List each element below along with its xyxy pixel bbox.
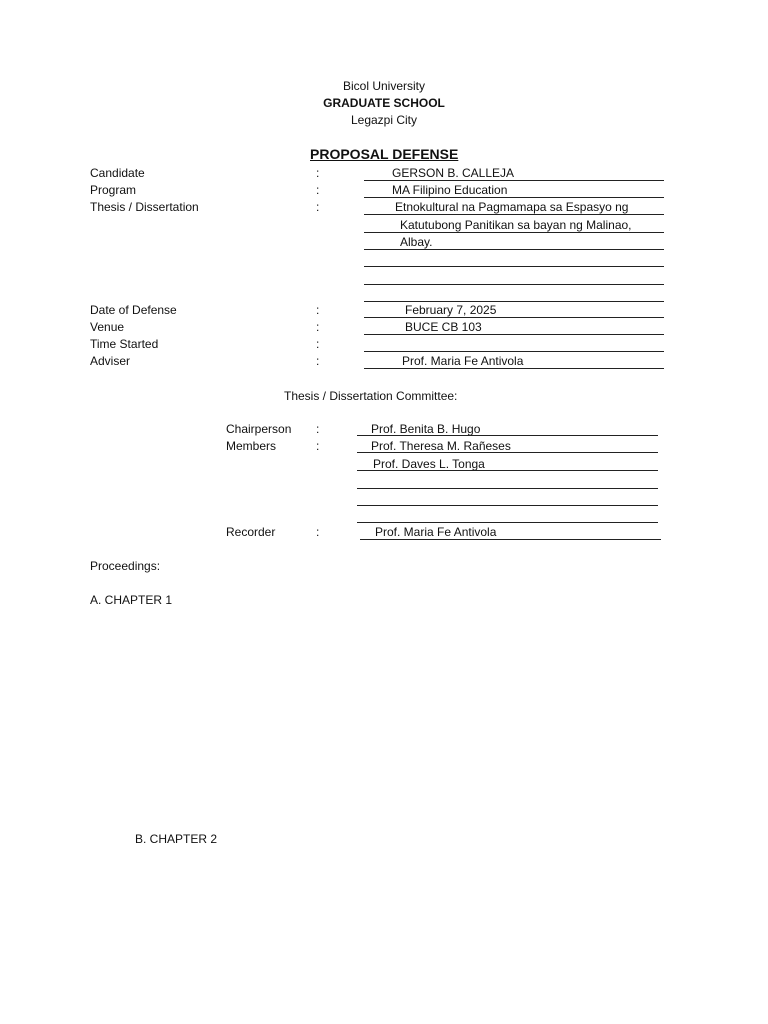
- time-started-label: Time Started: [90, 337, 159, 351]
- committee-heading: Thesis / Dissertation Committee:: [284, 389, 458, 403]
- chapter-2-heading: B. CHAPTER 2: [135, 832, 218, 846]
- program-value: MA Filipino Education: [392, 183, 508, 197]
- member-1-underline: [357, 452, 658, 453]
- chapter-1-heading: A. CHAPTER 1: [90, 593, 173, 607]
- thesis-underline-3: [364, 249, 664, 250]
- candidate-underline: [364, 180, 664, 181]
- thesis-colon: :: [316, 200, 320, 214]
- member-3-underline: [357, 488, 658, 489]
- recorder-label: Recorder: [226, 525, 276, 539]
- member-1-value: Prof. Theresa M. Rañeses: [371, 439, 511, 453]
- member-2-value: Prof. Daves L. Tonga: [373, 457, 485, 471]
- thesis-line-1: Etnokultural na Pagmamapa sa Espasyo ng: [395, 200, 629, 214]
- program-underline: [364, 197, 664, 198]
- member-5-underline: [357, 522, 658, 523]
- proceedings-heading: Proceedings:: [90, 559, 161, 573]
- time-started-underline: [364, 351, 664, 352]
- members-label: Members: [226, 439, 277, 453]
- thesis-underline-4: [364, 266, 664, 267]
- program-colon: :: [316, 183, 320, 197]
- date-value: February 7, 2025: [405, 303, 497, 317]
- candidate-colon: :: [316, 166, 320, 180]
- page-title: [310, 147, 458, 162]
- member-2-underline: [357, 470, 658, 471]
- date-colon: :: [316, 303, 320, 317]
- city-name: Legazpi City: [350, 113, 418, 127]
- chairperson-underline: [357, 435, 658, 436]
- thesis-line-3: Albay.: [400, 235, 433, 249]
- candidate-value: GERSON B. CALLEJA: [392, 166, 515, 180]
- recorder-underline: [360, 539, 661, 540]
- date-underline: [364, 317, 664, 318]
- thesis-underline-5: [364, 284, 664, 285]
- recorder-colon: :: [316, 525, 320, 539]
- recorder-value: Prof. Maria Fe Antivola: [375, 525, 497, 539]
- page-title-text: PROPOSAL DEFENSE: [310, 146, 459, 162]
- adviser-label: Adviser: [90, 354, 131, 368]
- adviser-colon: :: [316, 354, 320, 368]
- chairperson-colon: :: [316, 422, 320, 436]
- time-started-colon: :: [316, 337, 320, 351]
- member-4-underline: [357, 505, 658, 506]
- thesis-underline-1: [364, 214, 664, 215]
- venue-value: BUCE CB 103: [405, 320, 482, 334]
- thesis-underline-6: [364, 301, 664, 302]
- university-name: Bicol University: [342, 79, 426, 93]
- thesis-label: Thesis / Dissertation: [90, 200, 199, 214]
- school-name: GRADUATE SCHOOL: [323, 96, 445, 110]
- members-colon: :: [316, 439, 320, 453]
- venue-label: Venue: [90, 320, 125, 334]
- candidate-label: Candidate: [90, 166, 145, 180]
- adviser-underline: [364, 368, 664, 369]
- thesis-line-2: Katutubong Panitikan sa bayan ng Malinao,: [400, 218, 632, 232]
- thesis-underline-2: [364, 232, 664, 233]
- chairperson-value: Prof. Benita B. Hugo: [371, 422, 481, 436]
- adviser-value: Prof. Maria Fe Antivola: [402, 354, 524, 368]
- venue-underline: [364, 334, 664, 335]
- venue-colon: :: [316, 320, 320, 334]
- program-label: Program: [90, 183, 137, 197]
- chairperson-label: Chairperson: [226, 422, 292, 436]
- date-label: Date of Defense: [90, 303, 177, 317]
